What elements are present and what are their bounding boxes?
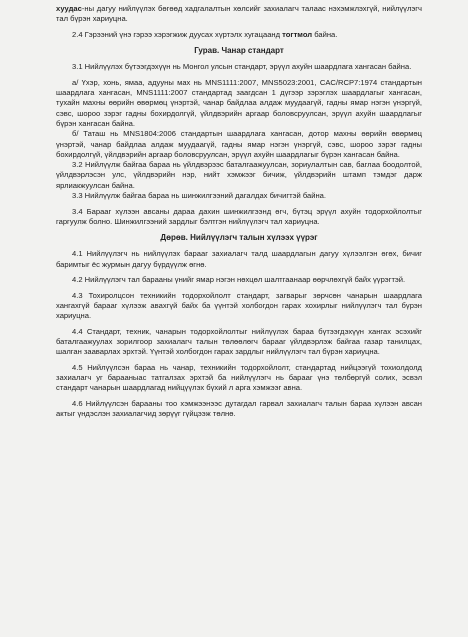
section-heading-quality: Гурав. Чанар стандарт (194, 46, 284, 56)
bold-word: хуудас (56, 4, 82, 13)
clause-2-4 (56, 30, 422, 40)
section-heading-supplier-duties: Дөрөв. Нийлүүлэгч талын хүлээх үүрэг (160, 233, 318, 243)
clause-3-1: 3.1 Нийлүүлэх бүтээгдэхүүн нь Монгол улсын стандарт, эрүүл ахуйн шаардлага хангасан байна. (72, 62, 412, 72)
clause-2-4-text: 2.4 Гэрээний үнэ гэрээ хэрэгжиж дуусах хүртэлх хугацаанд (72, 29, 283, 39)
clause-4-6: 4.6 Нийлүүлсэн барааны тоо хэмжээнээс дутагдал гарвал захиалагч талын бараа хүлээн авсан актыг үндэслэн захиалагчид зөрүүг гүйцээж төлнө. (56, 398, 422, 419)
clause-4-5: 4.5 Нийлүүлсэн бараа нь чанар, техникийн тодорхойлолт, стандартад нийцээгүй тохиолдолд захиалагч уг барааныас татгалзах эрхтэй ба нийлүүлэгч нь барааг үнэ төлбөргүй солих, эсвэл стандарт чанарын шаардлагад нийцүүлэх бүхий л арга хэмжээг авна. (56, 362, 422, 393)
clause-4-2: 4.2 Нийлүүлэгч тал барааны үнийг ямар нэгэн нөхцөл шалтгаанаар өөрчлөхгүй байх үүрэгтэй. (72, 275, 406, 285)
paragraph-continuation (56, 4, 422, 25)
clause-4-1: 4.1 Нийлүүлэгч нь нийлүүлэх барааг захиалагч талд шаардлагын дагуу хүлээлгэн өгөх, бичиг баримтыг ёс журмын дагуу бүрдүүлж өгнө. (56, 249, 422, 269)
clause-4-4: 4.4 Стандарт, техник, чанарын тодорхойлолтыг нийлүүлэх бараа бүтээгдэхүүн хангах эсэхийг баталгаажуулах зорилгоор захиалагч талын төлөөлөгч барааг үйлдвэрлэж байгаа газар танилцах, шалган зааварлах эрхтэй. Үүнтэй холбогдон гарах зардлыг нийлүүлэгч тал бүрэн хариуцна. (56, 326, 422, 357)
clause-4-3: 4.3 Тохиролцсон техникийн тодорхойлолт стандарт, загварыг зөрчсөн чанарын шаардлага хангахгүй барааг хүлээж авахгүй байх ба үүнтэй холбогдон гарах хохирлыг нийлүүлэгч тал бүрэн хариуцна. (56, 290, 422, 321)
clause-3-1-b: б/ Таташ нь MNS1804:2006 стандартын шаардлага хангасан, дотор махны өөрийн өвөрмөц үнэртэй, чанар байдлаа алдаж муудаагүй, гадны ямар нэгэн үнэргүй, сэвс, шороо зэрэг гадны бохирдолгүй, үйлдвэрийн аргаар боловсруулсан, эрүүл ахуйн шаардлагыг бүрэн хангасан байна. (56, 129, 422, 159)
clause-3-3: 3.3 Нийлүүлж байгаа бараа нь шинжилгээний дагалдах бичигтэй байна. (72, 191, 327, 201)
clause-2-4-bold: тогтмол (282, 29, 313, 39)
clause-3-2: 3.2 Нийлүүлж байгаа бараа нь үйлдвэрээс баталгаажуулсан, зориулалтын сав, баглаа боодолтой, үйлдвэрлэсэн улс, үйлдвэрийн нэр, нийт хэмжээг бичиж, үйлдвэрийн штамп тэмдэг дарж ярлиакжуулсан байна. (56, 160, 422, 190)
clause-3-4: 3.4 Барааг хүлээн авсаны дараа дахин шинжилгээнд өгч, бүтэц эрүүл ахуйн тодорхойлолтыг гаргуулж болно. Шинжилгээний зардлыг бэлтгэн нийлүүлэгч тал хариуцна. (56, 206, 422, 226)
clause-3-1-a: а/ Үхэр, хонь, ямаа, адууны мах нь MNS1111:2007, MNS5023:2001, CAC/RCP7:1974 стандартын шаардлага хангасан, MNS1111:2007 стандартад заагдсан 1 дүгээр зэрэглэх шаардлагыг хангасан, тухайн махны өөрийн өвөрмөц үнэртэй, чанар байдлаа алдаж муудаагүй, гадны ямар нэгэн үнэргүй, сэвс, шороо зэрэг гадны бохирдолгүй, үйлдвэрийн аргаар боловсруулсан, эрүүл ахуйн шаардлагыг бүрэн хангасан байна. (56, 77, 422, 128)
paragraph-text: -ны дагуу нийлүүлэх бөгөөд хадгалалтын хөлсийг захиалагч талаас нэхэмжлэхгүй, нийлүүлэгч тал бүрэн хариуцна. (56, 4, 422, 24)
clause-2-4-end: байна. (312, 29, 338, 39)
